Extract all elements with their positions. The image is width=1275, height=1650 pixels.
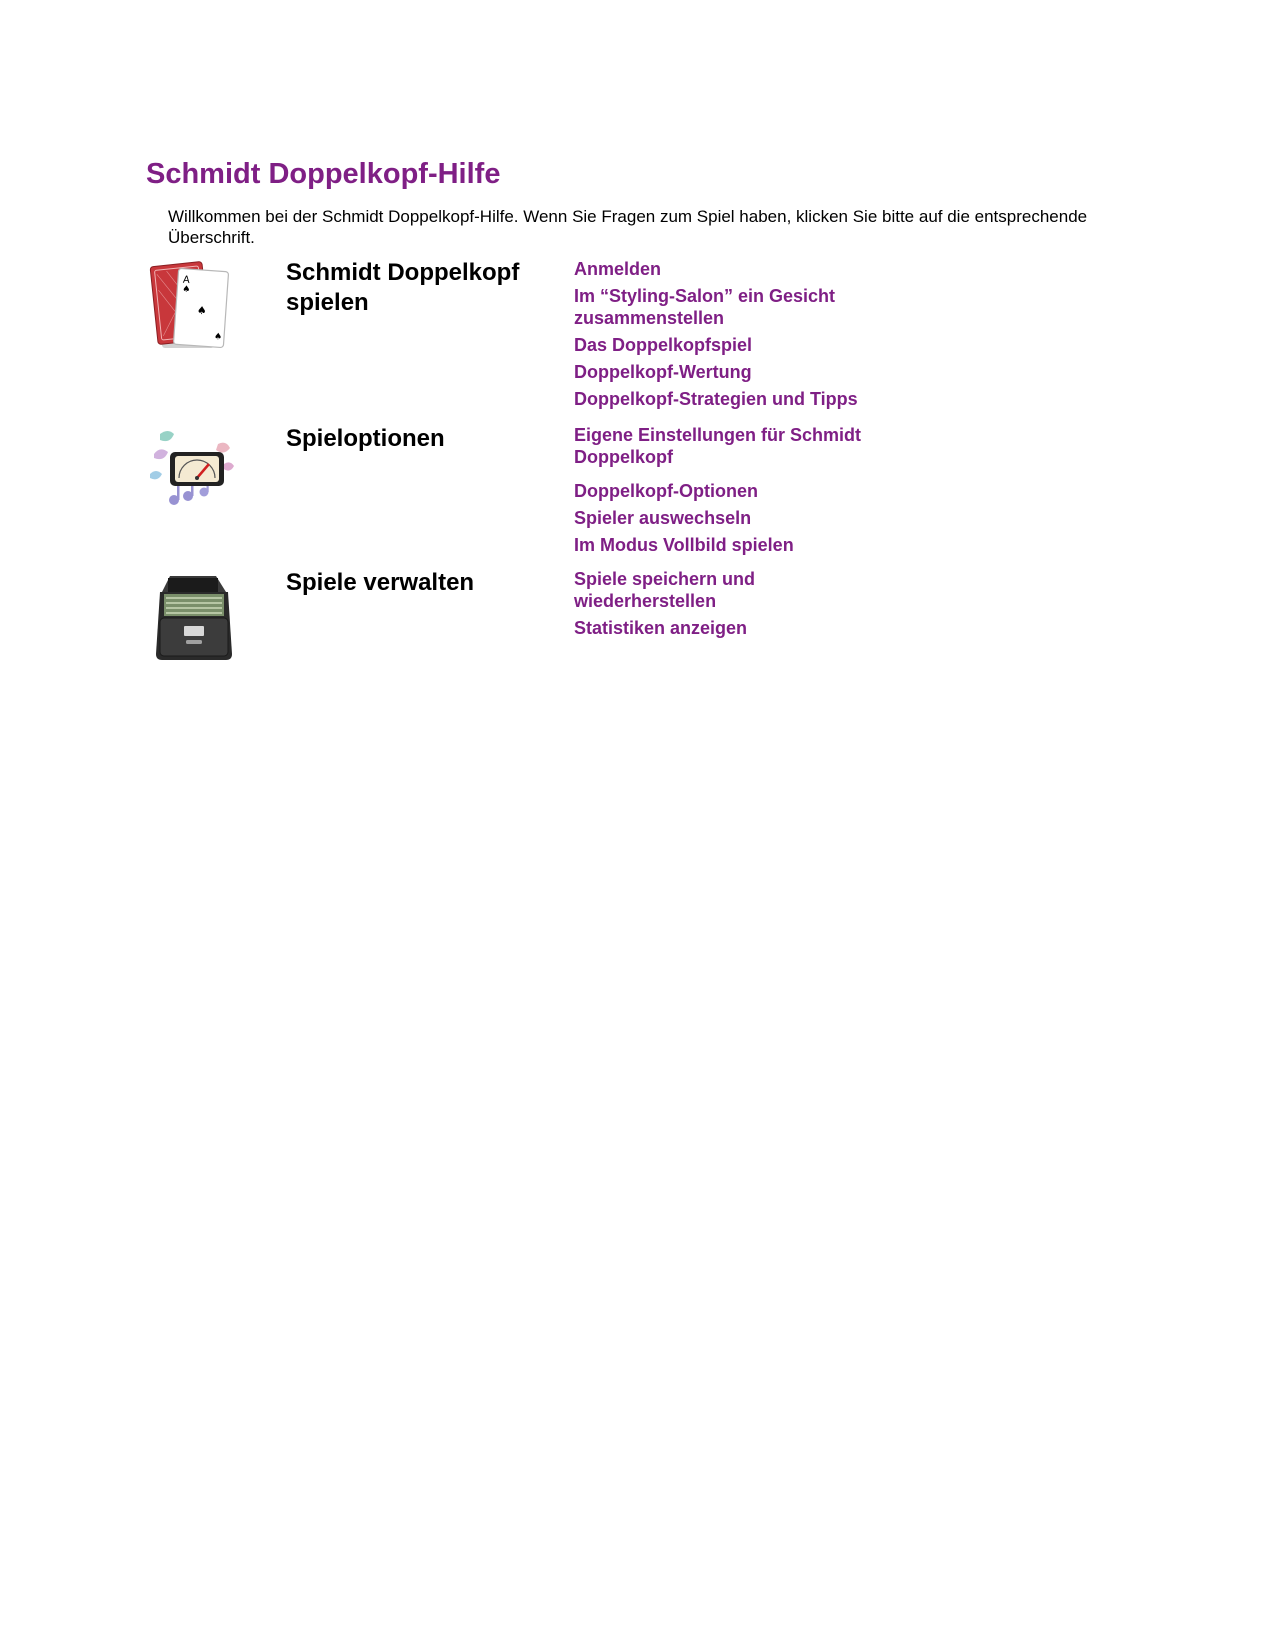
link-strategien-tipps[interactable]: Doppelkopf-Strategien und Tipps <box>574 389 858 409</box>
link-statistiken[interactable]: Statistiken anzeigen <box>574 618 748 638</box>
svg-text:♠: ♠ <box>213 331 223 343</box>
file-cabinet-icon[interactable] <box>146 568 246 673</box>
game-options-icon[interactable] <box>146 424 246 529</box>
link-vollbild[interactable]: Im Modus Vollbild spielen <box>574 535 794 555</box>
link-doppelkopf-optionen[interactable]: Doppelkopf-Optionen <box>574 481 758 501</box>
section-heading-options[interactable]: Spieloptionen <box>286 425 445 452</box>
playing-cards-icon[interactable] <box>146 258 246 363</box>
page-title: Schmidt Doppelkopf-Hilfe <box>146 158 501 190</box>
link-doppelkopf-wertung[interactable]: Doppelkopf-Wertung <box>574 362 752 382</box>
svg-text:A: A <box>182 274 191 287</box>
section-heading-play[interactable]: Schmidt Doppelkopf spielen <box>286 259 520 316</box>
link-doppelkopfspiel[interactable]: Das Doppelkopfspiel <box>574 335 753 355</box>
link-anmelden[interactable]: Anmelden <box>574 259 662 279</box>
link-list-manage <box>574 568 894 644</box>
intro-text: Willkommen bei der Schmidt Doppelkopf-Hilfe. Wenn Sie Fragen zum Spiel haben, klicken Sie bitte auf die entsprechende Überschrift. <box>168 207 1088 247</box>
link-spieler-auswechseln[interactable]: Spieler auswechseln <box>574 508 752 528</box>
svg-text:♠: ♠ <box>196 303 208 318</box>
link-eigene-einstellungen[interactable]: Eigene Einstellungen für Schmidt Doppelkopf <box>574 425 862 467</box>
link-styling-salon[interactable]: Im “Styling-Salon” ein Gesicht zusammenstellen <box>574 286 836 328</box>
link-speichern-wiederherstellen[interactable]: Spiele speichern und wiederherstellen <box>574 569 756 611</box>
svg-text:♠: ♠ <box>181 284 191 296</box>
link-list-play <box>574 258 894 415</box>
section-heading-manage[interactable]: Spiele verwalten <box>286 569 475 596</box>
link-list-options <box>574 424 894 561</box>
